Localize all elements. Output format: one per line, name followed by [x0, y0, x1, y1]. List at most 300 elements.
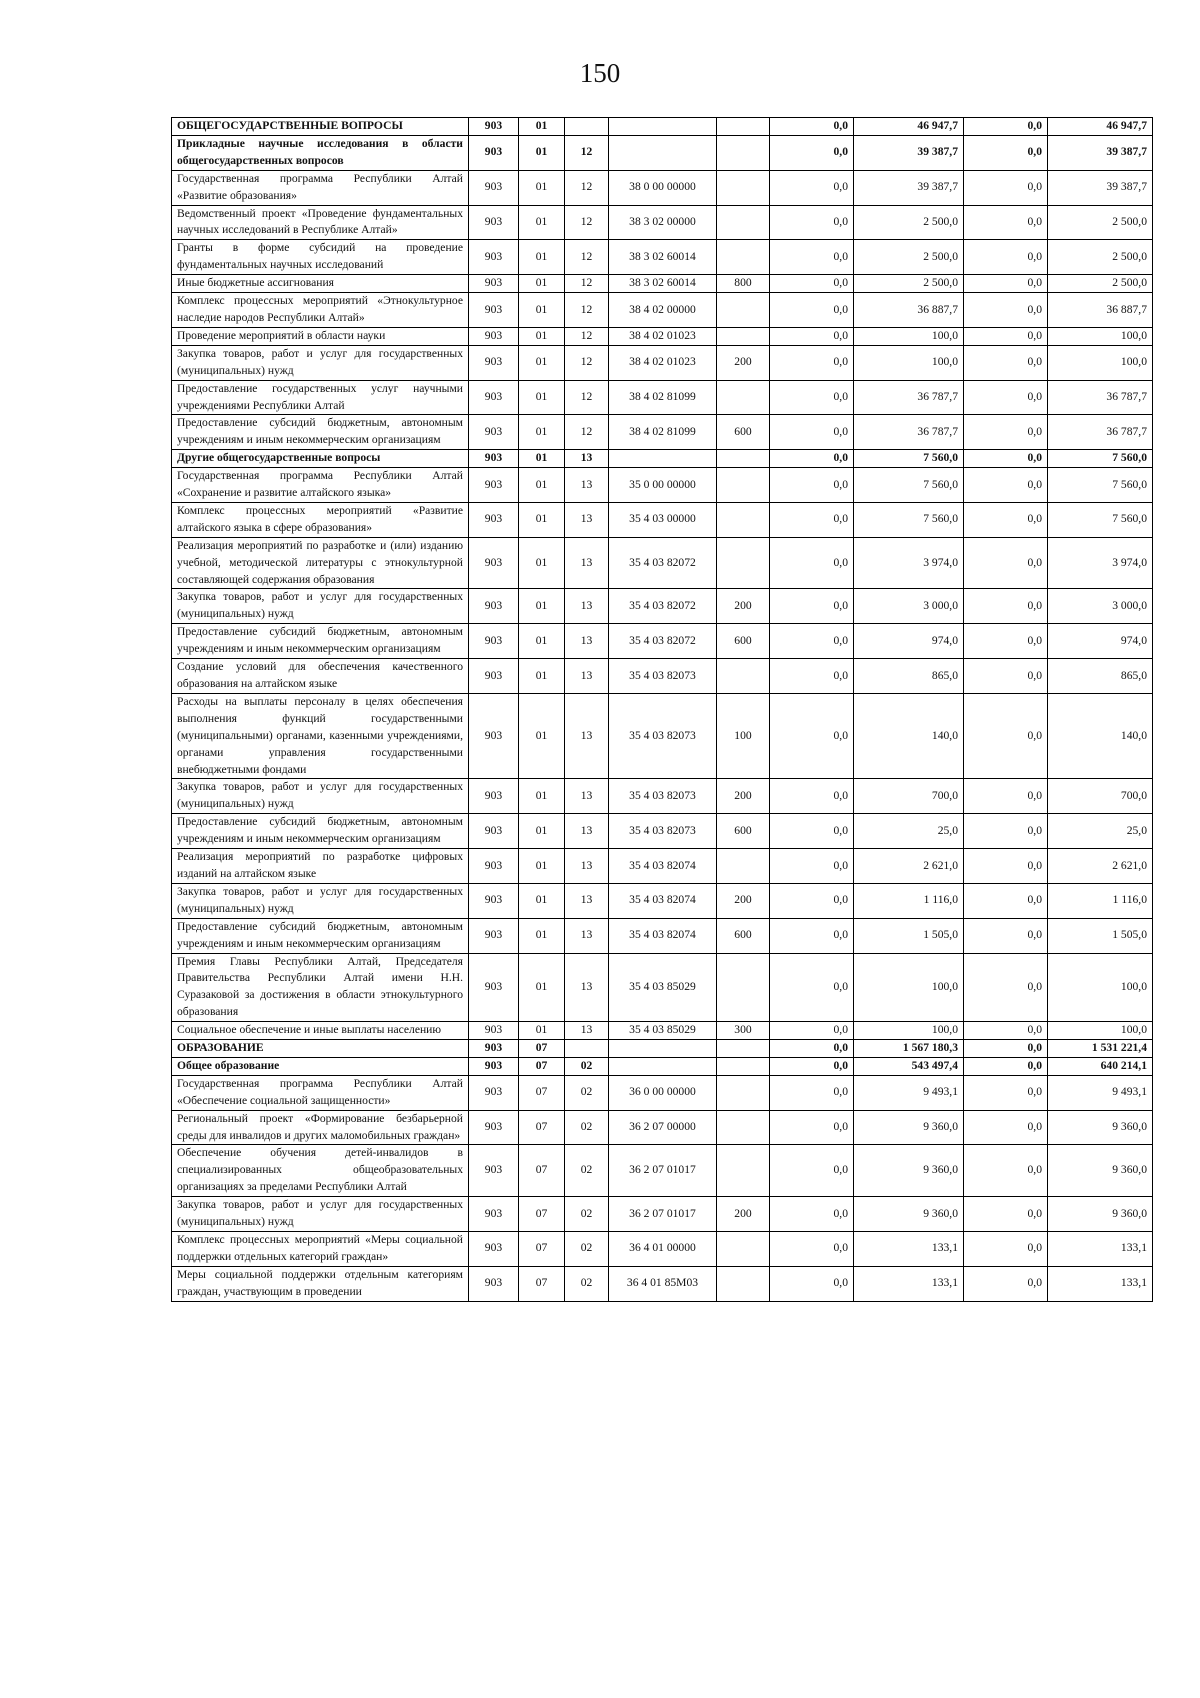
table-row — [172, 468, 1153, 503]
target-article-code: 35 4 03 82073 — [609, 659, 717, 694]
amount-col-4: 9 360,0 — [1048, 1145, 1153, 1197]
amount-col-2: 543 497,4 — [854, 1057, 964, 1075]
target-article-code — [609, 118, 717, 136]
row-name: Проведение мероприятий в области науки — [172, 327, 469, 345]
ministry-code: 903 — [469, 589, 519, 624]
amount-col-3: 0,0 — [964, 502, 1048, 537]
target-article-code: 35 4 03 82073 — [609, 814, 717, 849]
ministry-code: 903 — [469, 345, 519, 380]
amount-col-3: 0,0 — [964, 953, 1048, 1022]
table-row — [172, 327, 1153, 345]
target-article-code: 36 2 07 00000 — [609, 1110, 717, 1145]
row-name: Социальное обеспечение и иные выплаты населению — [172, 1022, 469, 1040]
ministry-code: 903 — [469, 205, 519, 240]
amount-col-3: 0,0 — [964, 380, 1048, 415]
amount-col-4: 46 947,7 — [1048, 118, 1153, 136]
expense-type-code — [717, 1266, 770, 1301]
table-row — [172, 1075, 1153, 1110]
amount-col-2: 2 500,0 — [854, 205, 964, 240]
amount-col-2: 133,1 — [854, 1266, 964, 1301]
ministry-code: 903 — [469, 170, 519, 205]
amount-col-1: 0,0 — [770, 1110, 854, 1145]
amount-col-1: 0,0 — [770, 502, 854, 537]
amount-col-1: 0,0 — [770, 1057, 854, 1075]
subsection-code: 13 — [565, 1022, 609, 1040]
table-row — [172, 1266, 1153, 1301]
table-row — [172, 1145, 1153, 1197]
amount-col-4: 39 387,7 — [1048, 170, 1153, 205]
expense-type-code — [717, 380, 770, 415]
amount-col-1: 0,0 — [770, 170, 854, 205]
subsection-code: 13 — [565, 849, 609, 884]
amount-col-4: 100,0 — [1048, 1022, 1153, 1040]
subsection-code: 02 — [565, 1057, 609, 1075]
amount-col-4: 7 560,0 — [1048, 468, 1153, 503]
amount-col-3: 0,0 — [964, 1022, 1048, 1040]
table-row — [172, 537, 1153, 589]
subsection-code: 13 — [565, 953, 609, 1022]
amount-col-4: 640 214,1 — [1048, 1057, 1153, 1075]
amount-col-1: 0,0 — [770, 118, 854, 136]
row-name: Иные бюджетные ассигнования — [172, 275, 469, 293]
amount-col-3: 0,0 — [964, 135, 1048, 170]
ministry-code: 903 — [469, 537, 519, 589]
amount-col-1: 0,0 — [770, 1266, 854, 1301]
ministry-code: 903 — [469, 293, 519, 328]
ministry-code: 903 — [469, 240, 519, 275]
section-code: 07 — [519, 1075, 565, 1110]
table-row — [172, 450, 1153, 468]
table-row — [172, 415, 1153, 450]
subsection-code: 12 — [565, 275, 609, 293]
ministry-code: 903 — [469, 779, 519, 814]
amount-col-4: 865,0 — [1048, 659, 1153, 694]
section-code: 01 — [519, 240, 565, 275]
target-article-code: 35 4 03 00000 — [609, 502, 717, 537]
section-code: 01 — [519, 883, 565, 918]
section-code: 01 — [519, 693, 565, 779]
row-name: Реализация мероприятий по разработке цифровых изданий на алтайском языке — [172, 849, 469, 884]
row-name: Расходы на выплаты персоналу в целях обеспечения выполнения функций государственными (муниципальными) органами, казенными учреждениями, органами управления государственными внебюджетными фондами — [172, 693, 469, 779]
table-row — [172, 1022, 1153, 1040]
subsection-code: 13 — [565, 779, 609, 814]
amount-col-2: 2 500,0 — [854, 240, 964, 275]
amount-col-4: 9 360,0 — [1048, 1110, 1153, 1145]
amount-col-1: 0,0 — [770, 1197, 854, 1232]
expense-type-code — [717, 537, 770, 589]
subsection-code: 13 — [565, 918, 609, 953]
ministry-code: 903 — [469, 1075, 519, 1110]
expense-type-code: 200 — [717, 779, 770, 814]
amount-col-4: 36 787,7 — [1048, 380, 1153, 415]
ministry-code: 903 — [469, 415, 519, 450]
amount-col-2: 100,0 — [854, 345, 964, 380]
subsection-code: 12 — [565, 205, 609, 240]
target-article-code: 38 3 02 60014 — [609, 240, 717, 275]
subsection-code: 12 — [565, 240, 609, 275]
amount-col-2: 140,0 — [854, 693, 964, 779]
amount-col-2: 39 387,7 — [854, 170, 964, 205]
amount-col-4: 1 531 221,4 — [1048, 1040, 1153, 1058]
ministry-code: 903 — [469, 659, 519, 694]
ministry-code: 903 — [469, 849, 519, 884]
subsection-code: 12 — [565, 135, 609, 170]
amount-col-2: 36 787,7 — [854, 380, 964, 415]
expense-type-code: 200 — [717, 345, 770, 380]
ministry-code: 903 — [469, 814, 519, 849]
amount-col-2: 100,0 — [854, 953, 964, 1022]
row-name: Государственная программа Республики Алтай «Развитие образования» — [172, 170, 469, 205]
row-name: Ведомственный проект «Проведение фундаментальных научных исследований в Республике Алтай» — [172, 205, 469, 240]
amount-col-4: 3 000,0 — [1048, 589, 1153, 624]
ministry-code: 903 — [469, 1040, 519, 1058]
ministry-code: 903 — [469, 1022, 519, 1040]
expense-type-code — [717, 953, 770, 1022]
ministry-code: 903 — [469, 327, 519, 345]
amount-col-3: 0,0 — [964, 589, 1048, 624]
amount-col-4: 2 500,0 — [1048, 205, 1153, 240]
section-code: 01 — [519, 953, 565, 1022]
row-name: Предоставление субсидий бюджетным, автономным учреждениям и иным некоммерческим организациям — [172, 918, 469, 953]
amount-col-1: 0,0 — [770, 275, 854, 293]
section-code: 07 — [519, 1145, 565, 1197]
table-row — [172, 883, 1153, 918]
target-article-code: 36 0 00 00000 — [609, 1075, 717, 1110]
subsection-code: 12 — [565, 380, 609, 415]
amount-col-2: 2 621,0 — [854, 849, 964, 884]
amount-col-4: 2 621,0 — [1048, 849, 1153, 884]
subsection-code: 13 — [565, 883, 609, 918]
row-name: Предоставление государственных услуг научными учреждениями Республики Алтай — [172, 380, 469, 415]
amount-col-1: 0,0 — [770, 814, 854, 849]
expense-type-code — [717, 1232, 770, 1267]
target-article-code: 35 4 03 82074 — [609, 918, 717, 953]
subsection-code: 12 — [565, 415, 609, 450]
ministry-code: 903 — [469, 502, 519, 537]
target-article-code: 35 4 03 82074 — [609, 849, 717, 884]
subsection-code: 12 — [565, 327, 609, 345]
target-article-code: 38 4 02 01023 — [609, 345, 717, 380]
expense-type-code — [717, 135, 770, 170]
amount-col-2: 9 360,0 — [854, 1110, 964, 1145]
amount-col-4: 100,0 — [1048, 345, 1153, 380]
amount-col-4: 133,1 — [1048, 1266, 1153, 1301]
budget-table-body — [172, 118, 1153, 1302]
section-code: 01 — [519, 537, 565, 589]
target-article-code — [609, 135, 717, 170]
amount-col-3: 0,0 — [964, 1110, 1048, 1145]
row-name: Прикладные научные исследования в области общегосударственных вопросов — [172, 135, 469, 170]
target-article-code: 38 4 02 01023 — [609, 327, 717, 345]
table-row — [172, 240, 1153, 275]
amount-col-2: 700,0 — [854, 779, 964, 814]
amount-col-1: 0,0 — [770, 779, 854, 814]
section-code: 01 — [519, 170, 565, 205]
table-row — [172, 1110, 1153, 1145]
expense-type-code — [717, 170, 770, 205]
amount-col-3: 0,0 — [964, 624, 1048, 659]
expense-type-code: 600 — [717, 814, 770, 849]
amount-col-1: 0,0 — [770, 537, 854, 589]
expense-type-code — [717, 450, 770, 468]
amount-col-3: 0,0 — [964, 1197, 1048, 1232]
row-name: Предоставление субсидий бюджетным, автономным учреждениям и иным некоммерческим организациям — [172, 624, 469, 659]
expense-type-code — [717, 849, 770, 884]
amount-col-1: 0,0 — [770, 883, 854, 918]
amount-col-3: 0,0 — [964, 814, 1048, 849]
amount-col-4: 2 500,0 — [1048, 240, 1153, 275]
amount-col-4: 3 974,0 — [1048, 537, 1153, 589]
amount-col-2: 3 000,0 — [854, 589, 964, 624]
section-code: 01 — [519, 293, 565, 328]
amount-col-4: 25,0 — [1048, 814, 1153, 849]
amount-col-4: 36 887,7 — [1048, 293, 1153, 328]
page-number: 150 — [579, 58, 621, 88]
amount-col-3: 0,0 — [964, 415, 1048, 450]
amount-col-2: 7 560,0 — [854, 502, 964, 537]
amount-col-2: 865,0 — [854, 659, 964, 694]
amount-col-3: 0,0 — [964, 1057, 1048, 1075]
amount-col-1: 0,0 — [770, 693, 854, 779]
ministry-code: 903 — [469, 883, 519, 918]
amount-col-1: 0,0 — [770, 589, 854, 624]
subsection-code: 02 — [565, 1075, 609, 1110]
expense-type-code — [717, 1040, 770, 1058]
amount-col-1: 0,0 — [770, 1145, 854, 1197]
amount-col-2: 9 360,0 — [854, 1145, 964, 1197]
target-article-code: 35 4 03 82072 — [609, 537, 717, 589]
amount-col-3: 0,0 — [964, 170, 1048, 205]
amount-col-3: 0,0 — [964, 327, 1048, 345]
expense-type-code: 100 — [717, 693, 770, 779]
target-article-code: 38 0 00 00000 — [609, 170, 717, 205]
target-article-code: 38 4 02 00000 — [609, 293, 717, 328]
amount-col-3: 0,0 — [964, 693, 1048, 779]
section-code: 01 — [519, 450, 565, 468]
table-row — [172, 345, 1153, 380]
ministry-code: 903 — [469, 275, 519, 293]
amount-col-3: 0,0 — [964, 450, 1048, 468]
target-article-code: 38 4 02 81099 — [609, 415, 717, 450]
target-article-code: 35 4 03 82072 — [609, 624, 717, 659]
row-name: Премия Главы Республики Алтай, Председателя Правительства Республики Алтай имени Н.Н. Суразаковой за достижения в области этнокультурного образования — [172, 953, 469, 1022]
table-row — [172, 380, 1153, 415]
target-article-code: 38 3 02 60014 — [609, 275, 717, 293]
amount-col-3: 0,0 — [964, 918, 1048, 953]
section-code: 07 — [519, 1197, 565, 1232]
section-code: 01 — [519, 1022, 565, 1040]
target-article-code: 38 4 02 81099 — [609, 380, 717, 415]
amount-col-1: 0,0 — [770, 659, 854, 694]
ministry-code: 903 — [469, 118, 519, 136]
subsection-code: 02 — [565, 1110, 609, 1145]
amount-col-3: 0,0 — [964, 118, 1048, 136]
target-article-code: 35 4 03 82072 — [609, 589, 717, 624]
amount-col-4: 700,0 — [1048, 779, 1153, 814]
section-code: 01 — [519, 918, 565, 953]
table-row — [172, 1232, 1153, 1267]
amount-col-1: 0,0 — [770, 1022, 854, 1040]
amount-col-3: 0,0 — [964, 240, 1048, 275]
target-article-code: 35 4 03 82074 — [609, 883, 717, 918]
expense-type-code — [717, 205, 770, 240]
target-article-code: 35 4 03 85029 — [609, 953, 717, 1022]
ministry-code: 903 — [469, 953, 519, 1022]
subsection-code — [565, 1040, 609, 1058]
amount-col-1: 0,0 — [770, 450, 854, 468]
amount-col-1: 0,0 — [770, 849, 854, 884]
expense-type-code — [717, 327, 770, 345]
expense-type-code — [717, 240, 770, 275]
ministry-code: 903 — [469, 1110, 519, 1145]
ministry-code: 903 — [469, 1145, 519, 1197]
section-code: 07 — [519, 1232, 565, 1267]
section-code: 01 — [519, 659, 565, 694]
ministry-code: 903 — [469, 1057, 519, 1075]
amount-col-3: 0,0 — [964, 849, 1048, 884]
row-name: Другие общегосударственные вопросы — [172, 450, 469, 468]
ministry-code: 903 — [469, 693, 519, 779]
amount-col-4: 974,0 — [1048, 624, 1153, 659]
amount-col-3: 0,0 — [964, 293, 1048, 328]
row-name: Предоставление субсидий бюджетным, автономным учреждениям и иным некоммерческим организациям — [172, 415, 469, 450]
subsection-code: 13 — [565, 537, 609, 589]
target-article-code: 36 2 07 01017 — [609, 1145, 717, 1197]
row-name: Меры социальной поддержки отдельным категориям граждан, участвующим в проведении — [172, 1266, 469, 1301]
amount-col-2: 36 887,7 — [854, 293, 964, 328]
amount-col-3: 0,0 — [964, 1145, 1048, 1197]
row-name: Комплекс процессных мероприятий «Меры социальной поддержки отдельных категорий граждан» — [172, 1232, 469, 1267]
amount-col-2: 7 560,0 — [854, 450, 964, 468]
amount-col-3: 0,0 — [964, 883, 1048, 918]
table-row — [172, 953, 1153, 1022]
amount-col-4: 39 387,7 — [1048, 135, 1153, 170]
amount-col-2: 9 360,0 — [854, 1197, 964, 1232]
row-name: Государственная программа Республики Алтай «Сохранение и развитие алтайского языка» — [172, 468, 469, 503]
subsection-code: 13 — [565, 450, 609, 468]
amount-col-2: 1 505,0 — [854, 918, 964, 953]
target-article-code: 36 4 01 85M03 — [609, 1266, 717, 1301]
subsection-code: 12 — [565, 293, 609, 328]
expense-type-code — [717, 502, 770, 537]
amount-col-4: 100,0 — [1048, 327, 1153, 345]
section-code: 01 — [519, 814, 565, 849]
target-article-code: 35 0 00 00000 — [609, 468, 717, 503]
amount-col-1: 0,0 — [770, 953, 854, 1022]
row-name: Комплекс процессных мероприятий «Этнокультурное наследие народов Республики Алтай» — [172, 293, 469, 328]
section-code: 01 — [519, 118, 565, 136]
table-row — [172, 589, 1153, 624]
amount-col-1: 0,0 — [770, 415, 854, 450]
amount-col-1: 0,0 — [770, 327, 854, 345]
amount-col-1: 0,0 — [770, 1075, 854, 1110]
section-code: 07 — [519, 1266, 565, 1301]
amount-col-4: 9 493,1 — [1048, 1075, 1153, 1110]
amount-col-4: 133,1 — [1048, 1232, 1153, 1267]
subsection-code: 13 — [565, 468, 609, 503]
amount-col-2: 100,0 — [854, 1022, 964, 1040]
expense-type-code — [717, 293, 770, 328]
table-row — [172, 502, 1153, 537]
row-name: ОБРАЗОВАНИЕ — [172, 1040, 469, 1058]
section-code: 07 — [519, 1110, 565, 1145]
table-row — [172, 1057, 1153, 1075]
ministry-code: 903 — [469, 1266, 519, 1301]
subsection-code: 13 — [565, 659, 609, 694]
ministry-code: 903 — [469, 450, 519, 468]
amount-col-3: 0,0 — [964, 1232, 1048, 1267]
amount-col-2: 3 974,0 — [854, 537, 964, 589]
amount-col-2: 9 493,1 — [854, 1075, 964, 1110]
amount-col-3: 0,0 — [964, 537, 1048, 589]
amount-col-1: 0,0 — [770, 1040, 854, 1058]
row-name: Общее образование — [172, 1057, 469, 1075]
row-name: ОБЩЕГОСУДАРСТВЕННЫЕ ВОПРОСЫ — [172, 118, 469, 136]
row-name: Закупка товаров, работ и услуг для государственных (муниципальных) нужд — [172, 589, 469, 624]
subsection-code: 02 — [565, 1232, 609, 1267]
amount-col-2: 1 567 180,3 — [854, 1040, 964, 1058]
subsection-code: 02 — [565, 1266, 609, 1301]
section-code: 01 — [519, 135, 565, 170]
table-row — [172, 849, 1153, 884]
table-row — [172, 814, 1153, 849]
ministry-code: 903 — [469, 135, 519, 170]
amount-col-4: 7 560,0 — [1048, 502, 1153, 537]
table-row — [172, 135, 1153, 170]
amount-col-3: 0,0 — [964, 275, 1048, 293]
amount-col-2: 46 947,7 — [854, 118, 964, 136]
section-code: 07 — [519, 1040, 565, 1058]
expense-type-code — [717, 1110, 770, 1145]
expense-type-code — [717, 1145, 770, 1197]
subsection-code: 13 — [565, 814, 609, 849]
target-article-code: 35 4 03 85029 — [609, 1022, 717, 1040]
amount-col-3: 0,0 — [964, 1040, 1048, 1058]
section-code: 01 — [519, 380, 565, 415]
amount-col-2: 974,0 — [854, 624, 964, 659]
target-article-code: 35 4 03 82073 — [609, 693, 717, 779]
amount-col-2: 2 500,0 — [854, 275, 964, 293]
amount-col-4: 9 360,0 — [1048, 1197, 1153, 1232]
amount-col-4: 7 560,0 — [1048, 450, 1153, 468]
table-row — [172, 118, 1153, 136]
section-code: 01 — [519, 415, 565, 450]
subsection-code — [565, 118, 609, 136]
expense-type-code: 200 — [717, 589, 770, 624]
expense-type-code: 600 — [717, 624, 770, 659]
section-code: 01 — [519, 327, 565, 345]
amount-col-2: 25,0 — [854, 814, 964, 849]
subsection-code: 13 — [565, 624, 609, 659]
row-name: Закупка товаров, работ и услуг для государственных (муниципальных) нужд — [172, 1197, 469, 1232]
amount-col-2: 133,1 — [854, 1232, 964, 1267]
amount-col-1: 0,0 — [770, 135, 854, 170]
target-article-code — [609, 1040, 717, 1058]
amount-col-4: 1 505,0 — [1048, 918, 1153, 953]
amount-col-3: 0,0 — [964, 779, 1048, 814]
amount-col-4: 36 787,7 — [1048, 415, 1153, 450]
subsection-code: 02 — [565, 1145, 609, 1197]
expense-type-code: 300 — [717, 1022, 770, 1040]
expense-type-code — [717, 659, 770, 694]
expense-type-code: 200 — [717, 883, 770, 918]
amount-col-3: 0,0 — [964, 345, 1048, 380]
subsection-code: 13 — [565, 693, 609, 779]
ministry-code: 903 — [469, 624, 519, 659]
expense-type-code — [717, 468, 770, 503]
expense-type-code — [717, 1057, 770, 1075]
section-code: 07 — [519, 1057, 565, 1075]
